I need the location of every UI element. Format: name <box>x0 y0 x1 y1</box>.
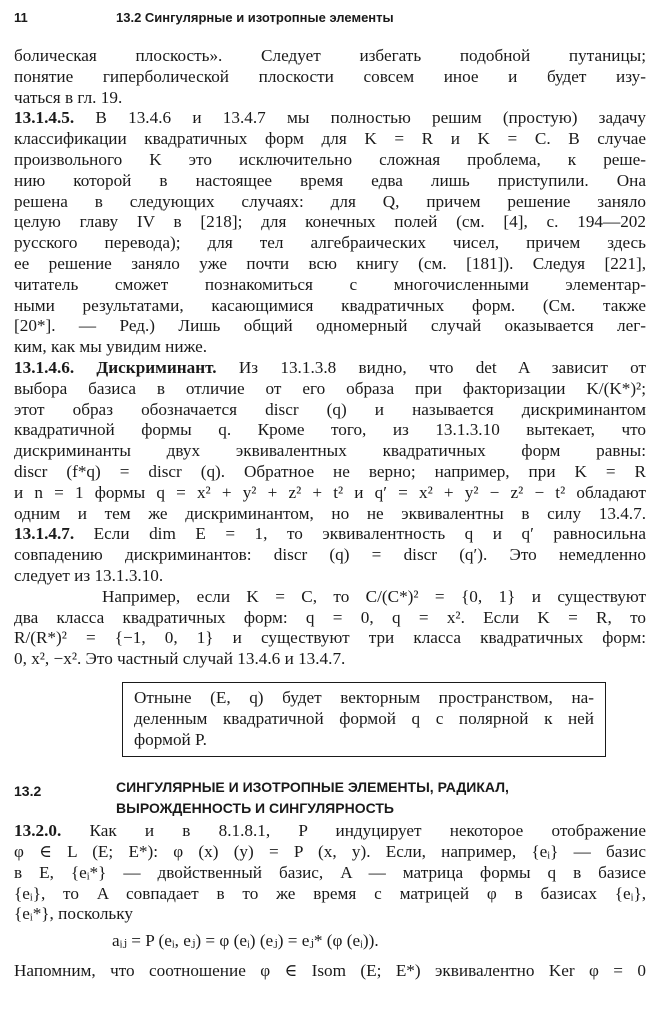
paragraph-13-2-0-first-line <box>14 821 646 842</box>
text-line: Отныне (E, q) будет векторным пространством, на- <box>134 687 594 707</box>
text-line: ким, как мы увидим ниже. <box>14 337 208 357</box>
text-line: дискриминанты двух эквивалентных квадратичных форм равны: <box>14 441 646 461</box>
text-line: ными результатами, касающимися квадратичных форм. (См. также <box>14 295 646 315</box>
display-equation: aᵢⱼ = P (eᵢ, eⱼ) = φ (eᵢ) (eⱼ) = eⱼ* (φ (eᵢ)). <box>112 931 379 951</box>
text-line: Из 13.1.3.8 видно, что det A зависит от <box>238 357 646 377</box>
section-heading <box>14 777 646 821</box>
text-line: В 13.4.6 и 13.4.7 мы полностью решим (простую) задачу <box>95 108 647 128</box>
text-line: болическая плоскость». Следует избегать подобной путаницы; <box>14 46 646 65</box>
text-line: чаться в гл. 19. <box>14 87 123 107</box>
text-line: Напомним, что соотношение φ ∈ Isom (E; E*) эквивалентно Ker φ = 0 <box>14 961 646 981</box>
paragraph-13-1-4-7-first-line <box>14 524 646 545</box>
text-line: совпадению дискриминантов: discr (q) = discr (q′). Это немедленно <box>14 545 646 565</box>
text-line: Как и в 8.1.8.1, P индуцирует некоторое отображение <box>89 821 646 841</box>
text-line: этот образ обозначается discr (q) и называется дискриминантом <box>14 399 646 419</box>
text-line: {eᵢ*}, поскольку <box>14 904 133 924</box>
paragraph-number: 13.1.4.6. Дискриминант. <box>14 357 217 377</box>
page-content <box>14 46 646 982</box>
text-line: нию которой в настоящее время едва лишь приступили. Она <box>14 170 646 190</box>
text-line: ее решение заняло уже почти всю книгу (см. [181]). Следуя [221], <box>14 253 646 273</box>
text-line: R/(R*)² = {−1, 0, 1} и существуют три класса квадратичных форм: <box>14 628 646 648</box>
notice-box <box>122 682 606 757</box>
text-line: Если dim E = 1, то эквивалентность q и q′ равносильна <box>93 524 646 544</box>
section-title-line: ВЫРОЖДЕННОСТЬ И СИНГУЛЯРНОСТЬ <box>116 800 394 817</box>
text-line: discr (f*q) = discr (q). Обратное не верно; например, при K = R <box>14 461 646 481</box>
text-line: 0, x², −x². Это частный случай 13.4.6 и 13.4.7. <box>14 649 346 669</box>
text-line: русского перевода); для тел алгебраических чисел, причем здесь <box>14 233 646 253</box>
paragraph-number: 13.2.0. <box>14 821 62 841</box>
running-title: 13.2 Сингулярные и изотропные элементы <box>116 10 394 25</box>
text-line: одним и тем же дискриминантом, но не эквивалентны в силу 13.4.7. <box>14 503 646 523</box>
paragraph-number: 13.1.4.7. <box>14 524 75 544</box>
running-head <box>14 10 646 30</box>
text-line: понятие гиперболической плоскости совсем иное и будет изу- <box>14 66 646 86</box>
text-line: два класса квадратичных форм: q = 0, q = x². Если K = R, то <box>14 607 646 627</box>
text-line: [20*]. — Ред.) Лишь общий одномерный случай оказывается лег- <box>14 316 646 336</box>
text-line: Например, если K = C, то C/(C*)² = {0, 1} и существуют <box>102 586 646 606</box>
text-line: классификации квадратичных форм для K = R и K = C. В случае <box>14 129 646 149</box>
text-line: следует из 13.1.3.10. <box>14 565 164 585</box>
text-line: читатель сможет познакомиться с многочисленными элементар- <box>14 274 646 294</box>
paragraph-13-1-4-5-first-line <box>14 108 646 129</box>
section-number: 13.2 <box>14 783 42 800</box>
section-title <box>116 777 646 819</box>
section-title-line: СИНГУЛЯРНЫЕ И ИЗОТРОПНЫЕ ЭЛЕМЕНТЫ, РАДИКАЛ, <box>116 779 509 796</box>
text-line: формой P. <box>134 729 207 749</box>
text-line: в E, {eᵢ*} — двойственный базис, A — матрица формы q в базисе <box>14 862 646 882</box>
text-line: произвольного K это исключительно сложная проблема, к реше- <box>14 149 646 169</box>
paragraph-number: 13.1.4.5. <box>14 108 75 128</box>
text-line: целую главу IV в [218]; для конечных полей (см. [4], с. 194—202 <box>14 212 646 232</box>
paragraph-13-1-4-6-first-line <box>14 358 646 379</box>
text-line: квадратичной формы q. Кроме того, из 13.1.3.10 вытекает, что <box>14 420 646 440</box>
page-number: 11 <box>14 10 28 25</box>
text-line: решена в следующих случаях: для Q, причем решение заняло <box>14 191 646 211</box>
text-line: {eᵢ}, то A совпадает в то же время с матрицей φ в базисах {eᵢ}, <box>14 883 646 903</box>
text-line: и n = 1 формы q = x² + y² + z² + t² и q′ = x² + y² − z² − t² обладают <box>14 482 646 502</box>
text-line: деленным квадратичной формой q с полярной к ней <box>134 708 594 728</box>
text-line: выбора базиса в отличие от его образа при факторизации K/(K*)²; <box>14 378 646 398</box>
text-line: φ ∈ L (E; E*): φ (x) (y) = P (x, y). Если, например, {eᵢ} — базис <box>14 842 646 862</box>
